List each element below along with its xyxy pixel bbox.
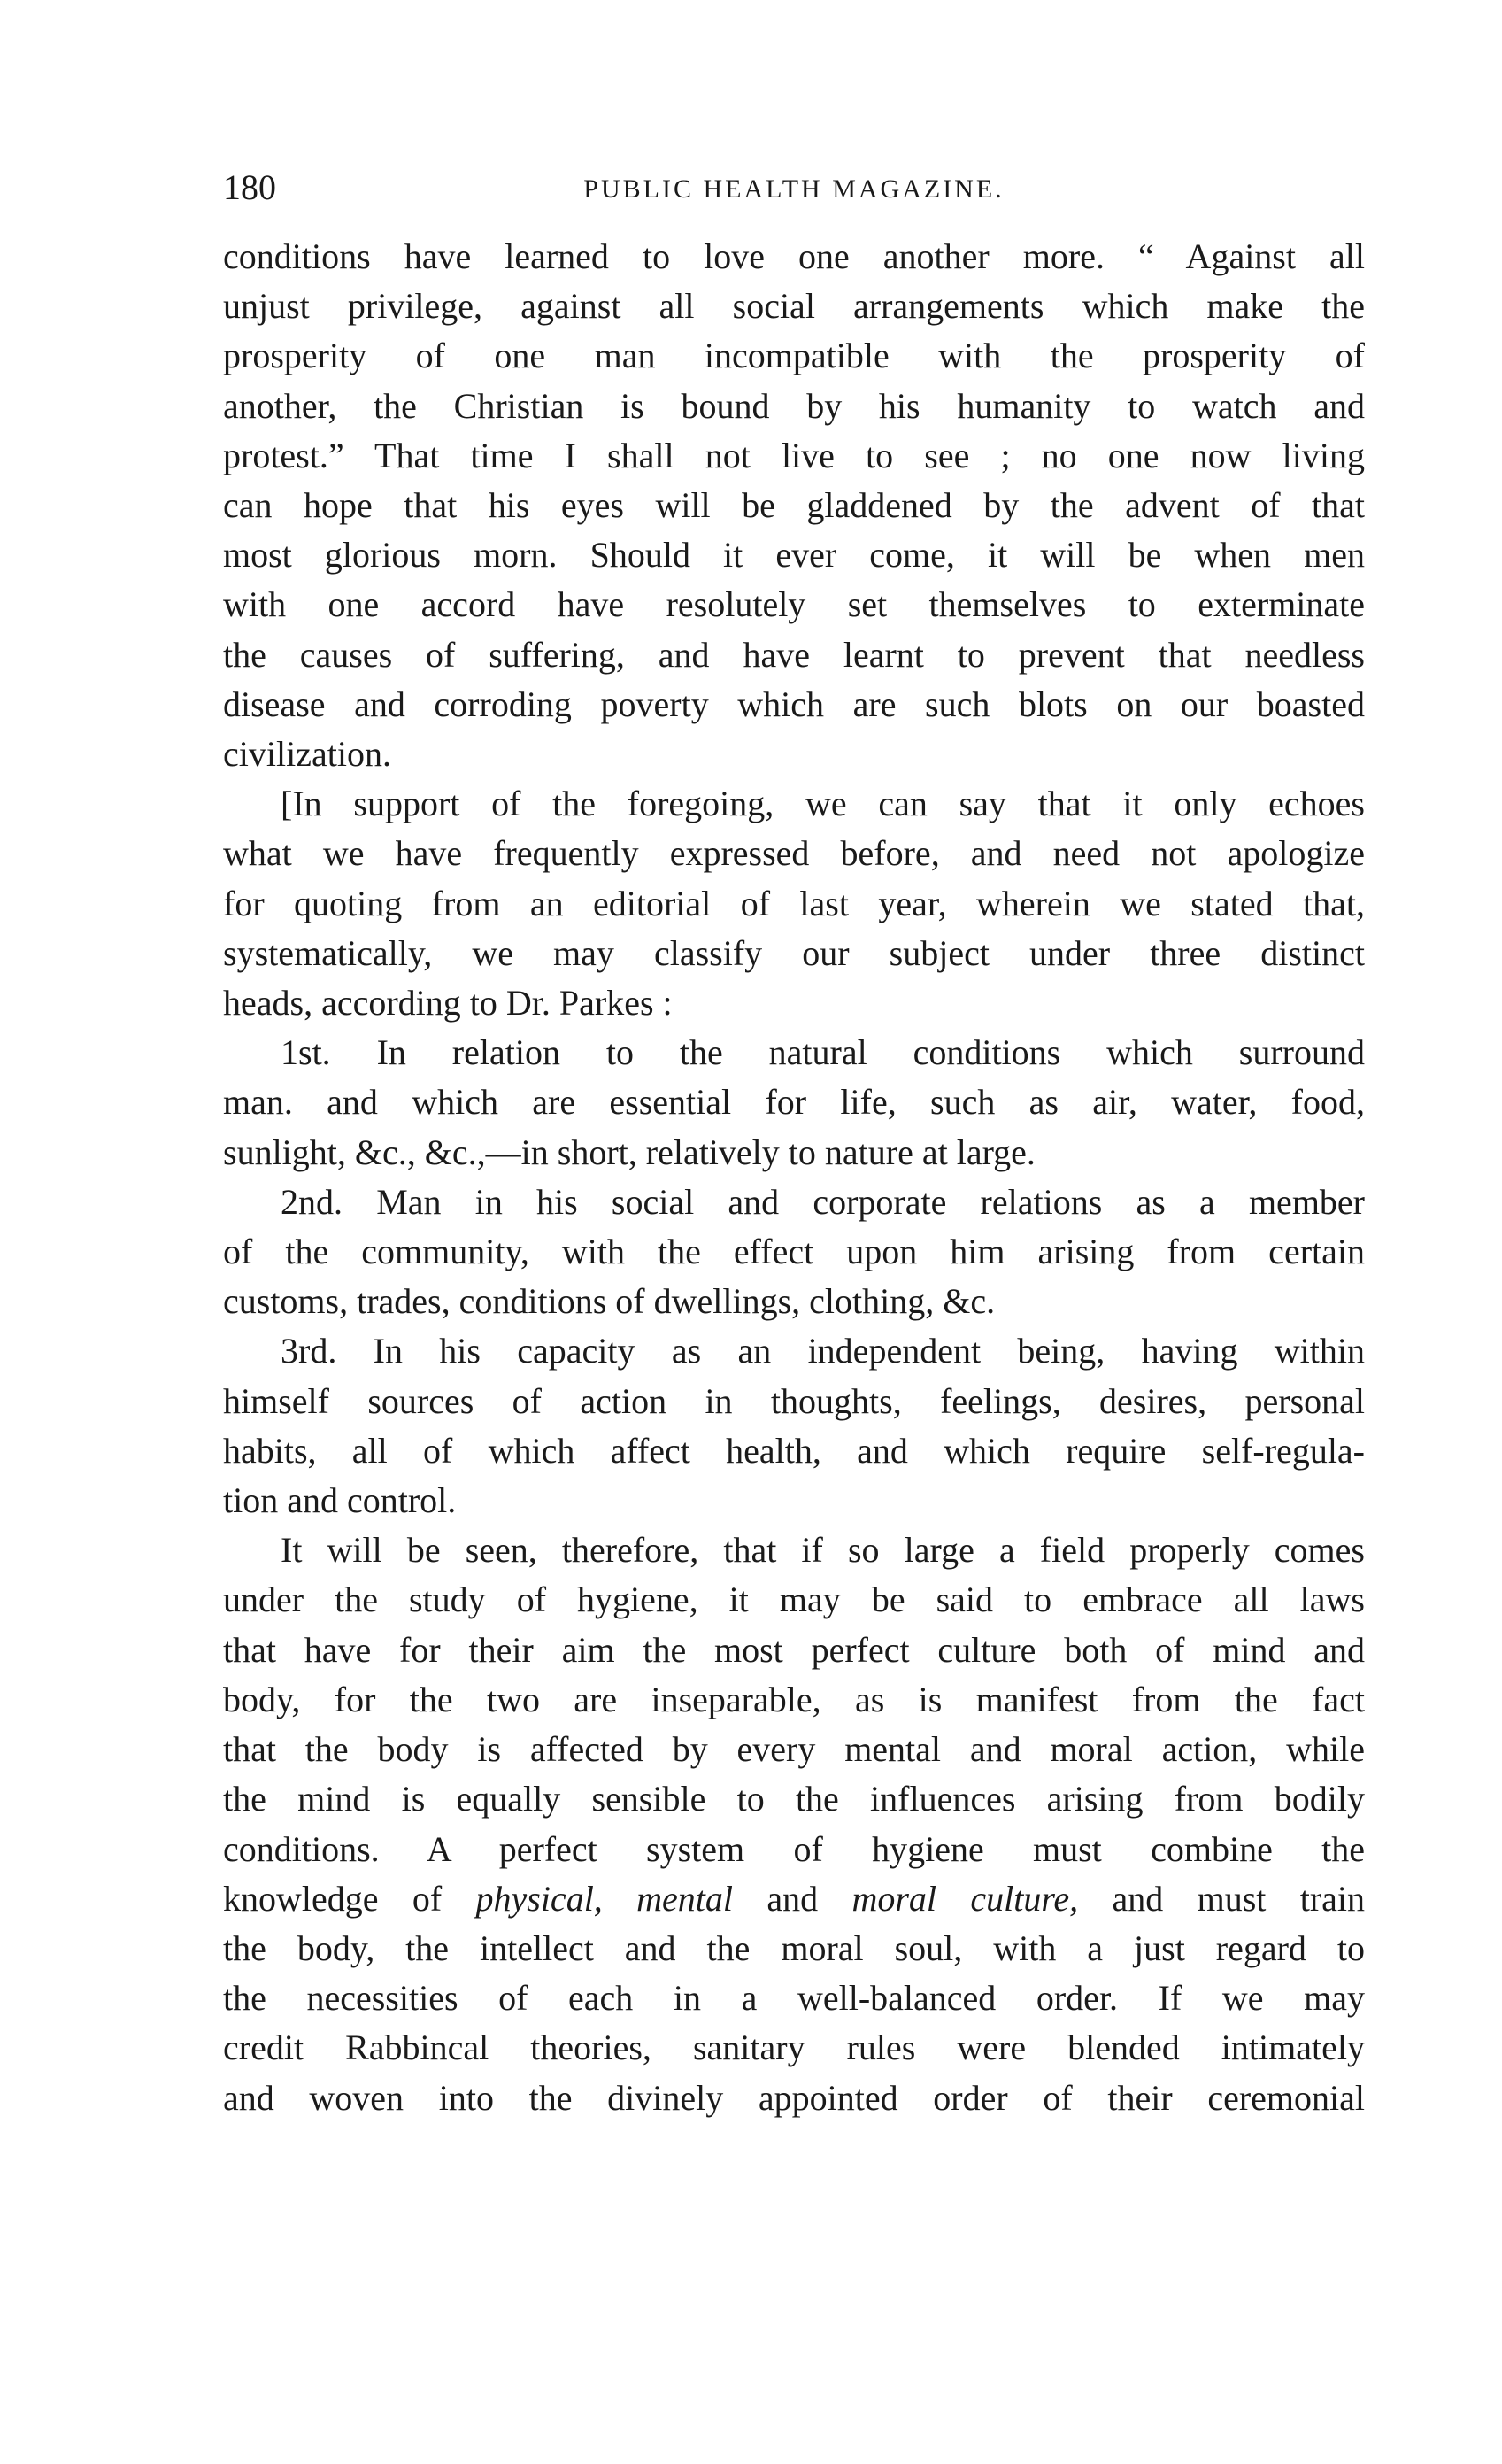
text-line: conditions have learned to love one another more. “ Against all — [223, 236, 1365, 276]
text-line: man. and which are essential for life, such as air, water, food, — [223, 1082, 1365, 1123]
text-line: and woven into the divinely appointed order of their ceremonial — [223, 2077, 1365, 2118]
text-line: can hope that his eyes will be gladdened by the advent of that — [223, 485, 1365, 526]
running-head: PUBLIC HEALTH MAGAZINE. — [583, 174, 1005, 204]
text-line: disease and corroding poverty which are such blots on our boasted — [223, 684, 1365, 724]
text-line: systematically, we may classify our subject under three distinct — [223, 932, 1365, 973]
paragraph — [223, 779, 1365, 1028]
text-line: the necessities of each in a well-balanced order. If we may — [223, 1978, 1365, 2019]
text-line: 3rd. In his capacity as an independent being, having within — [281, 1331, 1365, 1371]
text-fragment — [603, 1879, 636, 1919]
text-line: of the community, with the effect upon him arising from certain — [223, 1232, 1365, 1272]
text-line: sunlight, &c., &c.,—in short, relatively to nature at large. — [223, 1132, 1036, 1172]
text-line: the causes of suffering, and have learnt to prevent that needless — [223, 634, 1365, 675]
text-line: unjust privilege, against all social arrangements which make the — [223, 286, 1365, 327]
text-line: habits, all of which affect health, and which require self-regula- — [223, 1430, 1365, 1471]
text-line: 1st. In relation to the natural conditions which surround — [281, 1032, 1365, 1073]
text-line: prosperity of one man incompatible with the prosperity of — [223, 336, 1365, 376]
text-line: credit Rabbincal theories, sanitary rules were blended intimately — [223, 2028, 1365, 2068]
text-line: [In support of the foregoing, we can say that it only echoes — [281, 784, 1365, 824]
text-fragment: and must train — [1078, 1878, 1366, 1919]
text-line: another, the Christian is bound by his humanity to watch and — [223, 385, 1365, 426]
paragraph — [223, 232, 1365, 779]
text-line: that the body is affected by every mental and moral action, while — [223, 1729, 1365, 1770]
text-line: with one accord have resolutely set themselves to exterminate — [223, 584, 1365, 625]
page-header — [223, 166, 1365, 209]
italic-term-mental: mental — [636, 1878, 734, 1919]
text-line: heads, according to Dr. Parkes : — [223, 983, 673, 1023]
paragraph — [223, 1326, 1365, 1526]
italic-term-moral-culture: moral culture, — [851, 1878, 1079, 1919]
paragraph — [223, 1178, 1365, 1327]
text-line: the mind is equally sensible to the influences arising from bodily — [223, 1779, 1365, 1819]
paragraph — [223, 1526, 1365, 2122]
text-line: himself sources of action in thoughts, feelings, desires, personal — [223, 1380, 1365, 1421]
text-fragment: and — [733, 1878, 852, 1919]
text-line: what we have frequently expressed before, and need not apologize — [223, 833, 1365, 874]
page-number: 180 — [223, 167, 276, 207]
italic-term-physical: physical, — [475, 1878, 603, 1919]
text-line: under the study of hygiene, it may be said to embrace all laws — [223, 1580, 1365, 1620]
text-line: customs, trades, conditions of dwellings, clothing, &c. — [223, 1281, 996, 1322]
text-line: the body, the intellect and the moral soul, with a just regard to — [223, 1927, 1365, 1968]
text-line: most glorious morn. Should it ever come, it will be when men — [223, 535, 1365, 575]
paragraph — [223, 1028, 1365, 1178]
text-line: body, for the two are inseparable, as is manifest from the fact — [223, 1679, 1365, 1719]
text-line: for quoting from an editorial of last year, wherein we stated that, — [223, 883, 1365, 923]
text-line: civilization. — [223, 734, 391, 775]
text-line: conditions. A perfect system of hygiene must combine the — [223, 1828, 1365, 1869]
text-line: that have for their aim the most perfect culture both of mind and — [223, 1629, 1365, 1670]
body-text — [223, 232, 1365, 2123]
text-line-with-italics — [223, 1874, 1365, 1924]
text-line: protest.” That time I shall not live to see ; no one now living — [223, 435, 1365, 475]
text-line: tion and control. — [223, 1480, 457, 1521]
text-fragment: knowledge of — [223, 1878, 476, 1919]
text-line: It will be seen, therefore, that if so large a field properly comes — [281, 1530, 1365, 1571]
text-line: 2nd. Man in his social and corporate relations as a member — [281, 1181, 1365, 1222]
